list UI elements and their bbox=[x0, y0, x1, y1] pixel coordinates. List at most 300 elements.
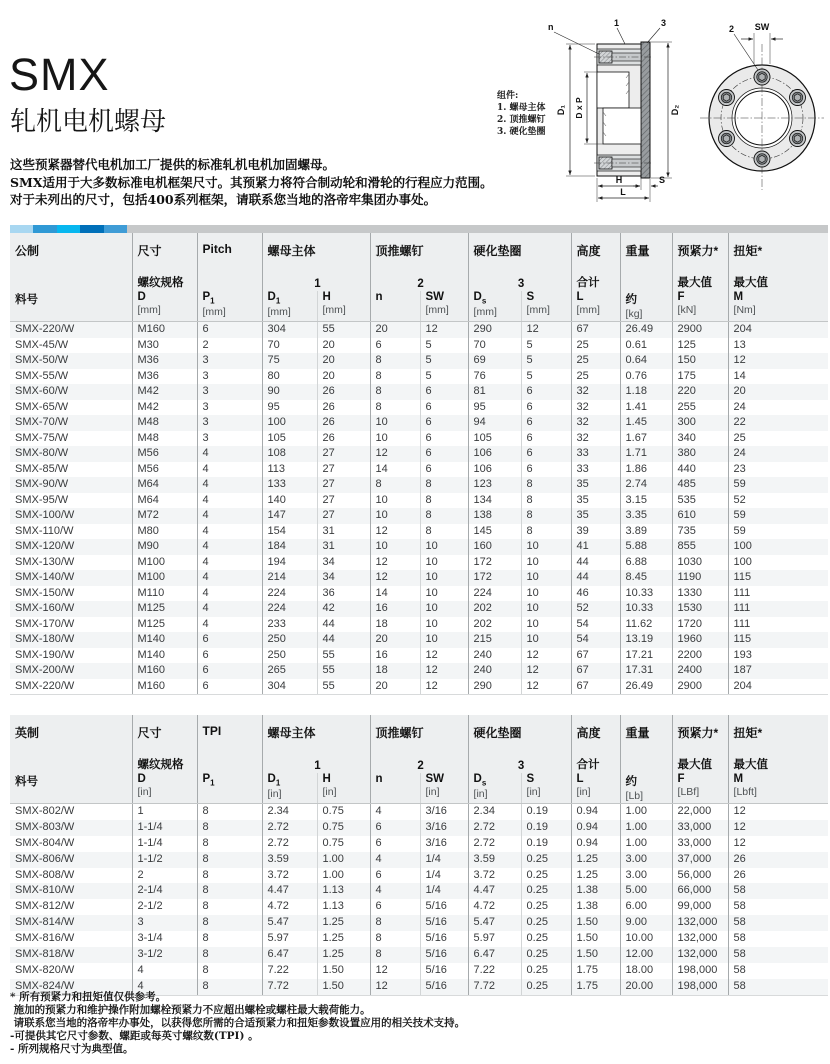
cell: 10.33 bbox=[620, 601, 672, 617]
cell: 70 bbox=[262, 338, 317, 354]
cell: 12 bbox=[728, 836, 828, 852]
table-row bbox=[10, 508, 828, 524]
subgroup-header: 2 bbox=[370, 752, 468, 773]
cell: 132,000 bbox=[672, 915, 728, 931]
cell: 0.61 bbox=[620, 338, 672, 354]
cell: 8 bbox=[521, 493, 571, 509]
cell: 154 bbox=[262, 524, 317, 540]
cell: 133 bbox=[262, 477, 317, 493]
cell: 3 bbox=[197, 369, 262, 385]
cell: 31 bbox=[317, 539, 370, 555]
column-header: F [LBf] bbox=[672, 773, 728, 804]
cell: 1.50 bbox=[317, 979, 370, 995]
group-header: 公制 bbox=[10, 233, 132, 270]
cell: 32 bbox=[571, 384, 620, 400]
cell: 12 bbox=[420, 648, 468, 664]
cell: M30 bbox=[132, 338, 197, 354]
table-row bbox=[10, 477, 828, 493]
cell: 0.76 bbox=[620, 369, 672, 385]
subgroup-header: 2 bbox=[370, 270, 468, 291]
imperial-table bbox=[10, 715, 828, 996]
column-header: L [mm] bbox=[571, 291, 620, 322]
cell: 67 bbox=[571, 322, 620, 338]
group-header: 硬化垫圈 bbox=[468, 233, 571, 270]
column-header: $P_1$ [mm] bbox=[197, 291, 262, 322]
cell: 198,000 bbox=[672, 963, 728, 979]
cell: 35 bbox=[571, 477, 620, 493]
cell: 440 bbox=[672, 462, 728, 478]
cell: 1.00 bbox=[620, 804, 672, 820]
cell: 5 bbox=[521, 338, 571, 354]
cell: 3 bbox=[197, 431, 262, 447]
cell: 145 bbox=[468, 524, 521, 540]
page-subtitle: 轧机电机螺母 bbox=[10, 106, 167, 136]
cell: 0.25 bbox=[521, 947, 571, 963]
cell: 1.00 bbox=[620, 820, 672, 836]
cell: 25 bbox=[728, 431, 828, 447]
cell: 140 bbox=[262, 493, 317, 509]
cell: 8 bbox=[370, 915, 420, 931]
cell: 67 bbox=[571, 648, 620, 664]
cell: 0.25 bbox=[521, 852, 571, 868]
cell: 58 bbox=[728, 963, 828, 979]
cell: 2400 bbox=[672, 663, 728, 679]
cell: 35 bbox=[571, 508, 620, 524]
cell: 10 bbox=[420, 632, 468, 648]
cell: 12 bbox=[420, 663, 468, 679]
cell: 20.00 bbox=[620, 979, 672, 995]
cell: 10.00 bbox=[620, 931, 672, 947]
stripe-segment bbox=[104, 225, 127, 233]
jackbolt-front bbox=[754, 151, 770, 167]
cell: 100 bbox=[262, 415, 317, 431]
cell: 12 bbox=[521, 322, 571, 338]
cell: 12 bbox=[728, 820, 828, 836]
cell: 106 bbox=[468, 446, 521, 462]
table-row bbox=[10, 462, 828, 478]
cell: 0.94 bbox=[571, 836, 620, 852]
cell: 6.88 bbox=[620, 555, 672, 571]
cell: 27 bbox=[317, 462, 370, 478]
cell: 3-1/2 bbox=[132, 947, 197, 963]
cell: 6 bbox=[420, 415, 468, 431]
cell: 10 bbox=[420, 570, 468, 586]
table-row bbox=[10, 415, 828, 431]
cell: 58 bbox=[728, 947, 828, 963]
cell: 42 bbox=[317, 601, 370, 617]
cell: 4 bbox=[132, 963, 197, 979]
cell: 10.33 bbox=[620, 586, 672, 602]
cell: SMX-90/W bbox=[10, 477, 132, 493]
table-row bbox=[10, 570, 828, 586]
table-row bbox=[10, 804, 828, 820]
subgroup-header: 最大值 bbox=[728, 270, 828, 291]
cell: M72 bbox=[132, 508, 197, 524]
subgroup-header: 3 bbox=[468, 752, 571, 773]
cell: 2.72 bbox=[262, 836, 317, 852]
components-legend bbox=[497, 90, 546, 138]
cell: 1/4 bbox=[420, 883, 468, 899]
cell: M80 bbox=[132, 524, 197, 540]
cell: 5.97 bbox=[262, 931, 317, 947]
table-row bbox=[10, 555, 828, 571]
cell: 55 bbox=[317, 679, 370, 695]
cell: M100 bbox=[132, 570, 197, 586]
cell: 4 bbox=[197, 524, 262, 540]
cell: 44 bbox=[317, 632, 370, 648]
cell: 95 bbox=[262, 400, 317, 416]
cell: 1.25 bbox=[571, 852, 620, 868]
stripe-segment bbox=[80, 225, 103, 233]
cell: M36 bbox=[132, 369, 197, 385]
cell: 22,000 bbox=[672, 804, 728, 820]
cell: M90 bbox=[132, 539, 197, 555]
cell: 1.45 bbox=[620, 415, 672, 431]
cell: 1720 bbox=[672, 617, 728, 633]
cell: 8 bbox=[197, 931, 262, 947]
cell: 56,000 bbox=[672, 868, 728, 884]
cell: 1.25 bbox=[317, 947, 370, 963]
table-row bbox=[10, 338, 828, 354]
cell: 5 bbox=[420, 338, 468, 354]
cell: 75 bbox=[262, 353, 317, 369]
cell: SMX-85/W bbox=[15, 462, 69, 475]
cell: 0.25 bbox=[521, 979, 571, 995]
subgroup-header bbox=[197, 270, 262, 291]
cell: 0.25 bbox=[521, 868, 571, 884]
cell: 35 bbox=[571, 493, 620, 509]
table-row bbox=[10, 947, 828, 963]
cell: 138 bbox=[468, 508, 521, 524]
cell: 12 bbox=[420, 322, 468, 338]
cell: 105 bbox=[262, 431, 317, 447]
cell: 3/16 bbox=[420, 820, 468, 836]
cell: 6.00 bbox=[620, 899, 672, 915]
cell: SMX-75/W bbox=[15, 431, 69, 444]
cell: SMX-820/W bbox=[15, 963, 75, 976]
table-row bbox=[10, 915, 828, 931]
subgroup-header bbox=[10, 270, 132, 291]
cell: 12.00 bbox=[620, 947, 672, 963]
cell: 52 bbox=[728, 493, 828, 509]
cell: 10 bbox=[420, 586, 468, 602]
cell: 32 bbox=[571, 400, 620, 416]
cell: 95 bbox=[468, 400, 521, 416]
cell: 12 bbox=[728, 804, 828, 820]
cell: 12 bbox=[521, 648, 571, 664]
cell: 17.21 bbox=[620, 648, 672, 664]
cell: 26.49 bbox=[620, 679, 672, 695]
cell: 106 bbox=[468, 462, 521, 478]
cell: 6.47 bbox=[468, 947, 521, 963]
cell: 37,000 bbox=[672, 852, 728, 868]
column-header: $D_1$ [mm] bbox=[262, 291, 317, 322]
cell: 3.59 bbox=[262, 852, 317, 868]
cell: 4 bbox=[197, 462, 262, 478]
cell: 187 bbox=[728, 663, 828, 679]
jackbolt-front bbox=[790, 90, 806, 106]
cell: M140 bbox=[132, 648, 197, 664]
cell: 23 bbox=[728, 462, 828, 478]
cell: 3.00 bbox=[620, 852, 672, 868]
cell: 26 bbox=[317, 431, 370, 447]
cell: 3 bbox=[197, 415, 262, 431]
cell: 52 bbox=[571, 601, 620, 617]
column-header: 料号 bbox=[10, 291, 132, 322]
cell: 90 bbox=[262, 384, 317, 400]
footnote-line: * 所有预紧力和扭矩值仅供参考。 bbox=[10, 991, 167, 1003]
column-header: $D_1$ [in] bbox=[262, 773, 317, 804]
column-header: H [in] bbox=[317, 773, 370, 804]
cell: 123 bbox=[468, 477, 521, 493]
cell: 10 bbox=[521, 570, 571, 586]
cell: 2.74 bbox=[620, 477, 672, 493]
cell: 1.25 bbox=[571, 868, 620, 884]
cell: SMX-810/W bbox=[10, 883, 132, 899]
callout-1-label: 1 bbox=[614, 18, 620, 28]
cell: 59 bbox=[728, 477, 828, 493]
cell: 10 bbox=[370, 431, 420, 447]
cell: 100 bbox=[728, 555, 828, 571]
subgroup-header: 最大值 bbox=[672, 270, 728, 291]
cell: 26.49 bbox=[620, 322, 672, 338]
cell: 2-1/2 bbox=[132, 899, 197, 915]
cell: 2 bbox=[197, 338, 262, 354]
metric-table bbox=[10, 233, 828, 695]
cell: 115 bbox=[728, 570, 828, 586]
cell: 5.47 bbox=[468, 915, 521, 931]
cell: 58 bbox=[728, 979, 828, 995]
cell: 0.25 bbox=[521, 915, 571, 931]
cell: 6 bbox=[521, 384, 571, 400]
cell: 1190 bbox=[672, 570, 728, 586]
cell: M42 bbox=[132, 384, 197, 400]
cell: 150 bbox=[672, 353, 728, 369]
cell: SMX-130/W bbox=[15, 555, 75, 568]
stripe-segment bbox=[33, 225, 56, 233]
cell: 20 bbox=[317, 369, 370, 385]
dim-dxp-label: D x P bbox=[574, 97, 584, 119]
column-header: $D_s$ [mm] bbox=[468, 291, 521, 322]
cell: 11.62 bbox=[620, 617, 672, 633]
table-row bbox=[10, 679, 828, 695]
cell: 1.00 bbox=[620, 836, 672, 852]
cell: 8 bbox=[370, 931, 420, 947]
footnote-line: -可提供其它尺寸参数、螺距或每英寸螺纹数(TPI) 。 bbox=[10, 1030, 259, 1042]
cell: SMX-806/W bbox=[10, 852, 132, 868]
footnotes bbox=[10, 991, 465, 1056]
cell: 10 bbox=[521, 555, 571, 571]
cell: 5 bbox=[521, 353, 571, 369]
cell: 8 bbox=[420, 508, 468, 524]
cell: 0.75 bbox=[317, 836, 370, 852]
cell: 304 bbox=[262, 679, 317, 695]
cell: M42 bbox=[132, 400, 197, 416]
cell: 27 bbox=[317, 446, 370, 462]
cell: 25 bbox=[571, 353, 620, 369]
cell: 5.97 bbox=[468, 931, 521, 947]
cell: 0.25 bbox=[521, 899, 571, 915]
cell: 8 bbox=[521, 477, 571, 493]
cell: 6 bbox=[370, 338, 420, 354]
table-row bbox=[10, 369, 828, 385]
table-row bbox=[10, 493, 828, 509]
table-row bbox=[10, 931, 828, 947]
group-header: 螺母主体 bbox=[262, 233, 370, 270]
cell: 7.22 bbox=[468, 963, 521, 979]
group-header: 扭矩* bbox=[728, 715, 828, 752]
group-header: 预紧力* bbox=[672, 233, 728, 270]
description-line: 这些预紧器替代电机加工厂提供的标准轧机电机加固螺母。 bbox=[10, 157, 336, 172]
cell: 10 bbox=[370, 415, 420, 431]
cell: 6 bbox=[420, 384, 468, 400]
cell: SMX-200/W bbox=[10, 663, 132, 679]
cell: 20 bbox=[317, 338, 370, 354]
cell: 67 bbox=[571, 663, 620, 679]
cell: 8 bbox=[197, 868, 262, 884]
component-item: 3. 硬化垫圈 bbox=[497, 127, 546, 137]
cell: 855 bbox=[672, 539, 728, 555]
cell: 2.34 bbox=[468, 804, 521, 820]
cell: 4 bbox=[370, 883, 420, 899]
table-row bbox=[10, 632, 828, 648]
cell: 8 bbox=[420, 524, 468, 540]
cell: 1030 bbox=[672, 555, 728, 571]
cell: 224 bbox=[468, 586, 521, 602]
cell: 67 bbox=[571, 679, 620, 695]
cell: 6 bbox=[197, 663, 262, 679]
cell: 27 bbox=[317, 493, 370, 509]
cell: 12 bbox=[521, 679, 571, 695]
cell: 6.47 bbox=[262, 947, 317, 963]
subgroup-header: 最大值 bbox=[728, 752, 828, 773]
cell: M56 bbox=[132, 462, 197, 478]
cell: 12 bbox=[420, 679, 468, 695]
cell: 1.25 bbox=[317, 915, 370, 931]
group-header: 英制 bbox=[10, 715, 132, 752]
cell: 4 bbox=[197, 477, 262, 493]
dim-l-label: L bbox=[620, 187, 626, 197]
cell: 1/4 bbox=[420, 868, 468, 884]
cell: 8 bbox=[197, 979, 262, 995]
cell: 10 bbox=[521, 539, 571, 555]
cell: 8 bbox=[370, 477, 420, 493]
cell: 12 bbox=[370, 446, 420, 462]
table-row bbox=[10, 524, 828, 540]
cell: 8 bbox=[197, 963, 262, 979]
subgroup-header: 合计 bbox=[571, 752, 620, 773]
cell: 33,000 bbox=[672, 820, 728, 836]
cell: SMX-180/W bbox=[10, 632, 132, 648]
cell: 111 bbox=[728, 617, 828, 633]
cell: 2900 bbox=[672, 679, 728, 695]
cell: 27 bbox=[317, 477, 370, 493]
cell: 0.75 bbox=[317, 820, 370, 836]
cell: 4.47 bbox=[262, 883, 317, 899]
table-row bbox=[10, 617, 828, 633]
cross-section-diagram bbox=[540, 16, 708, 204]
cell: 1.41 bbox=[620, 400, 672, 416]
cell: 5/16 bbox=[420, 963, 468, 979]
jackbolt-front bbox=[719, 90, 735, 106]
page-title: SMX bbox=[9, 49, 110, 100]
cell: SMX-160/W bbox=[10, 601, 132, 617]
dim-s-label: S bbox=[658, 175, 666, 185]
cell: 20 bbox=[728, 384, 828, 400]
group-header: 重量 bbox=[620, 233, 672, 270]
cell: SMX-55/W bbox=[15, 369, 69, 382]
cell: 25 bbox=[571, 369, 620, 385]
column-header: SW [mm] bbox=[420, 291, 468, 322]
cell: 184 bbox=[262, 539, 317, 555]
callout-2-label: 2 bbox=[729, 24, 735, 34]
cell: 20 bbox=[317, 353, 370, 369]
cell: M140 bbox=[132, 632, 197, 648]
cell: 380 bbox=[672, 446, 728, 462]
cell: 202 bbox=[468, 617, 521, 633]
group-header: 尺寸 bbox=[132, 715, 197, 752]
cell: 69 bbox=[468, 353, 521, 369]
table-row bbox=[10, 446, 828, 462]
cell: 44 bbox=[571, 570, 620, 586]
cell: 132,000 bbox=[672, 931, 728, 947]
cell: 4 bbox=[197, 570, 262, 586]
cell: 14 bbox=[370, 586, 420, 602]
subgroup-header: 1 bbox=[262, 270, 370, 291]
table-row bbox=[10, 431, 828, 447]
table-row bbox=[10, 601, 828, 617]
cell: 3 bbox=[197, 353, 262, 369]
cell: 1.67 bbox=[620, 431, 672, 447]
cell: 14 bbox=[370, 462, 420, 478]
cell: 4 bbox=[197, 586, 262, 602]
dim-sw-label: SW bbox=[754, 22, 770, 32]
cell: 54 bbox=[571, 632, 620, 648]
cell: 265 bbox=[262, 663, 317, 679]
column-header: D [mm] bbox=[132, 291, 197, 322]
cell: 134 bbox=[468, 493, 521, 509]
cell: 24 bbox=[728, 446, 828, 462]
cell: 1.25 bbox=[317, 931, 370, 947]
cell: 1-1/2 bbox=[132, 852, 197, 868]
cell: 3/16 bbox=[420, 836, 468, 852]
subgroup-header bbox=[197, 752, 262, 773]
cell: 1.50 bbox=[571, 947, 620, 963]
cell: 32 bbox=[571, 415, 620, 431]
cell: 485 bbox=[672, 477, 728, 493]
column-header: H [mm] bbox=[317, 291, 370, 322]
cell: 32 bbox=[571, 431, 620, 447]
cell: 8 bbox=[370, 384, 420, 400]
cell: 7.22 bbox=[262, 963, 317, 979]
cell: 6 bbox=[197, 632, 262, 648]
cell: 0.25 bbox=[521, 931, 571, 947]
cell: 3.72 bbox=[262, 868, 317, 884]
group-header: 重量 bbox=[620, 715, 672, 752]
cell: 6 bbox=[420, 431, 468, 447]
cell: 54 bbox=[571, 617, 620, 633]
cell: 5/16 bbox=[420, 947, 468, 963]
cell: 26 bbox=[317, 415, 370, 431]
cell: 2-1/4 bbox=[132, 883, 197, 899]
cell: 240 bbox=[468, 663, 521, 679]
component-item: 1. 螺母主体 bbox=[497, 103, 546, 113]
cell: 172 bbox=[468, 570, 521, 586]
cell: 70 bbox=[468, 338, 521, 354]
cell: 41 bbox=[571, 539, 620, 555]
cell: 1.50 bbox=[571, 915, 620, 931]
subgroup-header: 1 bbox=[262, 752, 370, 773]
